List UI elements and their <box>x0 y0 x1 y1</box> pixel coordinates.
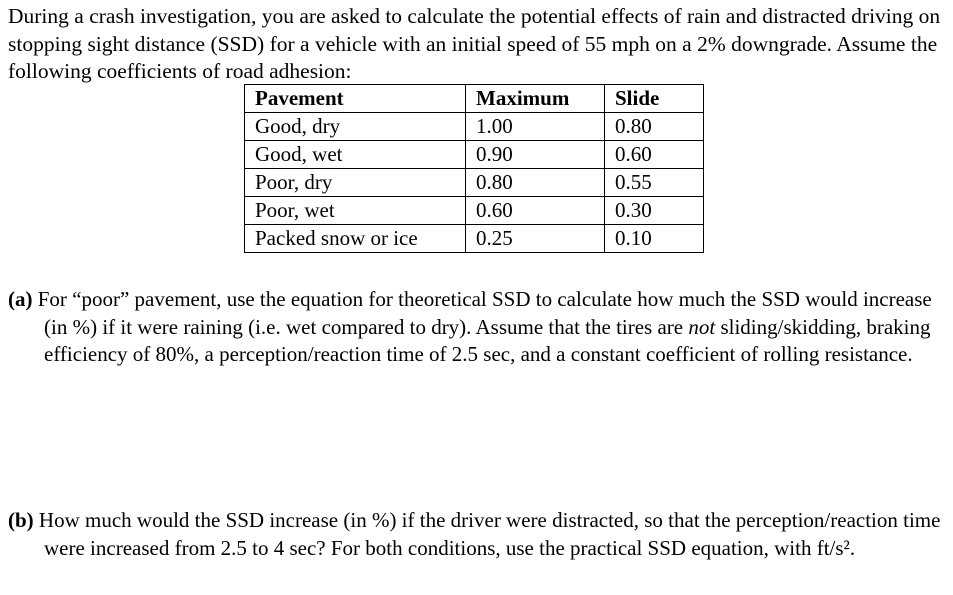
adhesion-coefficients-table <box>244 84 704 253</box>
slide-cell: 0.55 <box>605 169 704 197</box>
question-b-label: (b) <box>8 508 34 532</box>
table-row <box>245 141 704 169</box>
pavement-cell: Good, wet <box>245 141 466 169</box>
pavement-cell: Good, dry <box>245 113 466 141</box>
question-a-text-part2: sliding/skidding, braking efficiency of 80%, a perception/reaction time of 2.5 sec, and a constant coefficient of rolling resistance. <box>44 314 931 366</box>
table-header-row <box>245 85 704 113</box>
slide-cell: 0.60 <box>605 141 704 169</box>
slide-cell: 0.30 <box>605 197 704 225</box>
maximum-cell: 0.80 <box>466 169 605 197</box>
maximum-cell: 0.25 <box>466 225 605 253</box>
pavement-cell: Poor, wet <box>245 197 466 225</box>
question-a-text-part1: For “poor” pavement, use the equation for theoretical SSD to calculate how much the SSD would increase (in %) if it were raining (i.e. wet compared to dry). Assume that the tires are <box>37 287 932 339</box>
question-a-label: (a) <box>8 287 33 311</box>
question-a <box>8 286 943 369</box>
slide-cell: 0.10 <box>605 225 704 253</box>
header-pavement: Pavement <box>245 85 466 113</box>
table-row <box>245 169 704 197</box>
pavement-cell: Poor, dry <box>245 169 466 197</box>
table-row <box>245 225 704 253</box>
problem-intro: During a crash investigation, you are asked to calculate the potential effects of rain and distracted driving on stopping sight distance (SSD) for a vehicle with an initial speed of 55 mph on a 2% downgrade. Assume the following coefficients of road adhesion: <box>8 4 941 83</box>
header-slide: Slide <box>605 85 704 113</box>
maximum-cell: 1.00 <box>466 113 605 141</box>
header-maximum: Maximum <box>466 85 605 113</box>
maximum-cell: 0.60 <box>466 197 605 225</box>
maximum-cell: 0.90 <box>466 141 605 169</box>
question-b-text: How much would the SSD increase (in %) if the driver were distracted, so that the perception/reaction time were increased from 2.5 to 4 sec? For both conditions, use the practical SSD equation, with ft/s². <box>38 508 941 560</box>
slide-cell: 0.80 <box>605 113 704 141</box>
pavement-cell: Packed snow or ice <box>245 225 466 253</box>
question-b <box>8 507 943 562</box>
question-a-emphasis: not <box>688 314 716 339</box>
table-row <box>245 197 704 225</box>
table-row <box>245 113 704 141</box>
